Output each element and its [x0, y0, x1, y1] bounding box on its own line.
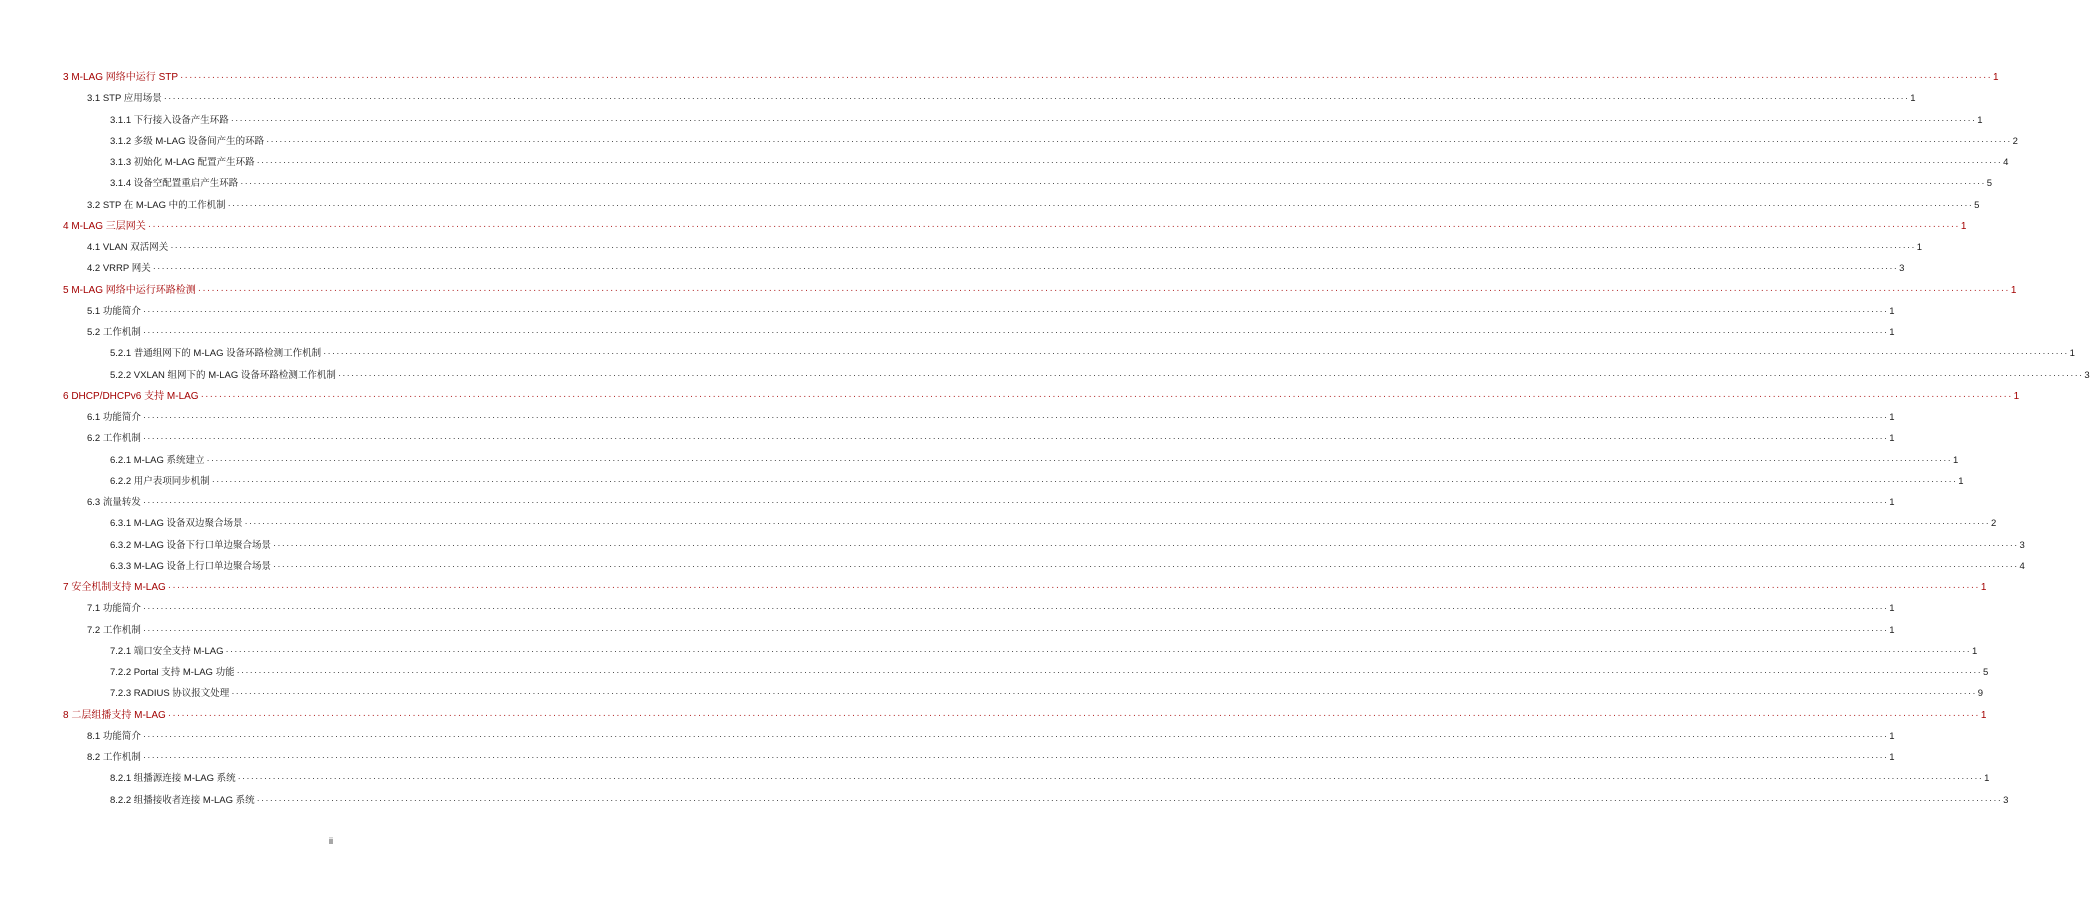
toc-entry[interactable]: [63, 284, 2017, 298]
toc-leader-dots: ················································································································································································································································································································································································································: [244, 518, 1990, 530]
toc-leader-dots: ················································································································································································································································································································································································································: [227, 199, 1974, 211]
toc-entry-title: 8.2 工作机制: [87, 752, 141, 763]
toc-entry[interactable]: [110, 666, 1989, 680]
toc-entry-page: 1: [1958, 475, 1964, 487]
toc-entry-title: 6.3.3 M-LAG 设备上行口单边聚合场景: [110, 560, 271, 572]
toc-entry-title: 5.2 工作机制: [87, 327, 141, 338]
toc-entry-page: 1: [1952, 454, 1959, 466]
toc-entry-page: 3: [1899, 263, 1905, 275]
toc-entry[interactable]: [63, 220, 1967, 234]
toc-leader-dots: ················································································································································································································································································································································································································: [142, 497, 1889, 508]
toc-leader-dots: ················································································································································································································································································································································································································: [273, 560, 2019, 572]
toc-entry-title: 5 M-LAG 网络中运行环路检测: [63, 284, 196, 296]
toc-entry-title: 6.2.2 用户表项同步机制: [110, 475, 210, 487]
toc-leader-dots: ················································································································································································································································································································································································································: [142, 624, 1889, 636]
toc-entry-page: 2: [1990, 518, 1997, 530]
toc-leader-dots: ················································································································································································································································································································································································································: [142, 730, 1889, 742]
toc-entry-page: 1: [1889, 730, 1895, 742]
toc-entry-title: 4 M-LAG 三层网关: [63, 220, 146, 232]
toc-entry[interactable]: [110, 475, 1964, 489]
toc-entry-title: 6.3.1 M-LAG 设备双边聚合场景: [110, 518, 243, 530]
toc-entry-page: 5: [1974, 199, 1980, 211]
toc-entry[interactable]: [110, 114, 1983, 128]
toc-entry[interactable]: [63, 709, 1987, 723]
toc-entry[interactable]: [87, 730, 1895, 744]
toc-entry[interactable]: [110, 135, 2018, 149]
toc-entry-page: 9: [1977, 688, 1984, 700]
toc-entry-page: 5: [1983, 667, 1989, 678]
toc-entry-title: 7 安全机制支持 M-LAG: [63, 582, 166, 593]
toc-entry-page: 1: [1889, 412, 1895, 423]
toc-entry-page: 1: [1889, 305, 1895, 317]
toc-entry[interactable]: [87, 92, 1916, 106]
toc-leader-dots: ················································································································································································································································································································································································································: [206, 454, 1952, 466]
toc-entry-page: 1: [2013, 390, 2020, 402]
toc-entry-page: 1: [1889, 433, 1895, 445]
toc-entry[interactable]: [110, 454, 1959, 468]
page-number: ii: [329, 836, 333, 846]
toc-entry[interactable]: [87, 624, 1895, 638]
toc-entry-title: 8.2.1 组播源连接 M-LAG 系统: [110, 773, 236, 785]
toc-leader-dots: ················································································································································································································································································································································································································: [167, 709, 1980, 721]
toc-leader-dots: ················································································································································································································································································································································································································: [225, 645, 1971, 657]
toc-leader-dots: ················································································································································································································································································································································································································: [256, 794, 2003, 806]
toc-entry-title: 6 DHCP/DHCPv6 支持 M-LAG: [63, 390, 199, 402]
toc-entry-page: 2: [2012, 135, 2018, 147]
toc-entry-title: 6.1 功能简介: [87, 412, 141, 423]
toc-entry[interactable]: [87, 496, 1895, 510]
toc-leader-dots: ················································································································································································································································································································································································································: [237, 773, 1984, 785]
toc-entry-page: 1: [1889, 624, 1895, 636]
toc-entry[interactable]: [110, 517, 1997, 531]
toc-entry-title: 8 二层组播支持 M-LAG: [63, 709, 166, 721]
toc-entry-page: 1: [1889, 603, 1895, 615]
toc-entry-page: 1: [1960, 220, 1967, 232]
toc-entry-page: 4: [2003, 157, 2009, 168]
toc-entry-title: 3.1.3 初始化 M-LAG 配置产生环路: [110, 157, 255, 168]
toc-entry-title: 7.2.1 端口安全支持 M-LAG: [110, 645, 224, 657]
toc-leader-dots: ················································································································································································································································································································································································································: [256, 157, 2003, 168]
toc-entry[interactable]: [110, 177, 1993, 191]
toc-leader-dots: ················································································································································································································································································································································································································: [142, 305, 1889, 317]
toc-entry-title: 6.2.1 M-LAG 系统建立: [110, 454, 205, 466]
toc-leader-dots: ················································································································································································································································································································································································································: [240, 178, 1986, 190]
toc-entry[interactable]: [110, 645, 1978, 659]
toc-entry-title: 7.1 功能简介: [87, 603, 141, 615]
toc-entry[interactable]: [87, 262, 1905, 276]
toc-entry-page: 1: [1980, 582, 1987, 593]
toc-entry[interactable]: [87, 411, 1895, 425]
toc-leader-dots: ················································································································································································································································································································································································································: [266, 135, 2012, 147]
toc-entry-page: 1: [1889, 497, 1895, 508]
toc-entry-page: 1: [2069, 348, 2075, 360]
toc-leader-dots: ················································································································································································································································································································································································································: [323, 348, 2069, 360]
toc-entry[interactable]: [110, 794, 2009, 808]
toc-entry[interactable]: [63, 71, 1999, 85]
toc-leader-dots: ················································································································································································································································································································································································································: [142, 433, 1889, 445]
toc-leader-dots: ················································································································································································································································································································································································································: [167, 582, 1980, 593]
toc-entry-title: 3.1.2 多级 M-LAG 设备间产生的环路: [110, 135, 265, 147]
toc-entry[interactable]: [110, 369, 2090, 383]
toc-entry[interactable]: [110, 687, 1984, 701]
toc-entry-title: 7.2.2 Portal 支持 M-LAG 功能: [110, 667, 235, 678]
toc-entry-title: 8.2.2 组播接收者连接 M-LAG 系统: [110, 794, 255, 806]
toc-leader-dots: ················································································································································································································································································································································································································: [197, 284, 2010, 296]
toc-entry-title: 6.3.2 M-LAG 设备下行口单边聚合场景: [110, 539, 271, 551]
toc-leader-dots: ················································································································································································································································································································································································································: [180, 72, 1993, 83]
toc-entry[interactable]: [87, 602, 1895, 616]
toc-entry-page: 1: [1980, 709, 1987, 721]
toc-leader-dots: ················································································································································································································································································································································································································: [200, 390, 2013, 402]
toc-entry-page: 1: [1916, 242, 1923, 253]
toc-entry[interactable]: [110, 539, 2025, 553]
toc-entry[interactable]: [87, 326, 1895, 340]
toc-entry-title: 6.2 工作机制: [87, 433, 141, 445]
toc-entry-title: 5.2.2 VXLAN 组网下的 M-LAG 设备环路检测工作机制: [110, 369, 336, 381]
toc-entry-page: 1: [1984, 773, 1990, 785]
toc-leader-dots: ················································································································································································································································································································································································································: [230, 114, 1977, 126]
toc-entry-title: 3.2 STP 在 M-LAG 中的工作机制: [87, 199, 226, 211]
toc-leader-dots: ················································································································································································································································································································································································································: [273, 539, 2019, 551]
toc-leader-dots: ················································································································································································································································································································································································································: [152, 263, 1899, 275]
toc-entry[interactable]: [110, 560, 2025, 574]
toc-entry[interactable]: [87, 305, 1895, 319]
toc-entry-page: 1: [1971, 645, 1978, 657]
toc-entry[interactable]: [63, 581, 1987, 595]
toc-entry-page: 1: [1889, 752, 1895, 763]
toc-entry[interactable]: [63, 390, 2020, 404]
toc-entry-title: 5.1 功能简介: [87, 305, 141, 317]
toc-leader-dots: ················································································································································································································································································································································································································: [142, 327, 1889, 338]
toc-leader-dots: ················································································································································································································································································································································································································: [236, 667, 1983, 678]
toc-entry[interactable]: [87, 432, 1895, 446]
toc-entry-title: 3 M-LAG 网络中运行 STP: [63, 72, 179, 83]
toc-entry[interactable]: [87, 241, 1923, 255]
toc-entry-title: 7.2.3 RADIUS 协议报文处理: [110, 688, 230, 700]
toc-entry-page: 1: [1889, 327, 1895, 338]
toc-entry[interactable]: [110, 347, 2075, 361]
toc-entry[interactable]: [110, 156, 2009, 170]
toc-leader-dots: ················································································································································································································································································································································································································: [211, 475, 1958, 487]
toc-entry-title: 4.1 VLAN 双活网关: [87, 242, 169, 253]
toc-entry[interactable]: [87, 751, 1895, 765]
toc-entry-title: 3.1 STP 应用场景: [87, 93, 162, 105]
toc-entry-page: 4: [2019, 560, 2025, 572]
toc-entry-title: 3.1.1 下行接入设备产生环路: [110, 114, 229, 126]
toc-leader-dots: ················································································································································································································································································································································································································: [170, 242, 1916, 253]
toc-entry-title: 7.2 工作机制: [87, 624, 141, 636]
toc-entry-page: 1: [1977, 114, 1983, 126]
toc-leader-dots: ················································································································································································································································································································································································································: [337, 369, 2084, 381]
toc-entry-page: 3: [2084, 369, 2090, 381]
toc-entry-title: 8.1 功能简介: [87, 730, 141, 742]
toc-entry-page: 1: [1993, 72, 1999, 83]
toc-entry[interactable]: [110, 772, 1990, 786]
toc-entry-title: 6.3 流量转发: [87, 497, 141, 508]
toc-entry-title: 5.2.1 普通组网下的 M-LAG 设备环路检测工作机制: [110, 348, 322, 360]
toc-leader-dots: ················································································································································································································································································································································································································: [163, 93, 1910, 105]
toc-leader-dots: ················································································································································································································································································································································································································: [142, 752, 1889, 763]
toc-entry[interactable]: [87, 199, 1980, 213]
toc-entry-page: 5: [1986, 178, 1993, 190]
toc-leader-dots: ················································································································································································································································································································································································································: [142, 412, 1889, 423]
toc-leader-dots: ················································································································································································································································································································································································································: [231, 688, 1977, 700]
toc-entry-page: 1: [1910, 93, 1916, 105]
toc-entry-page: 1: [2010, 284, 2017, 296]
toc-leader-dots: ················································································································································································································································································································································································································: [142, 603, 1889, 615]
toc-entry-title: 4.2 VRRP 网关: [87, 263, 151, 275]
toc-leader-dots: ················································································································································································································································································································································································································: [147, 220, 1960, 232]
toc-entry-page: 3: [2019, 539, 2025, 551]
toc-entry-page: 3: [2003, 794, 2009, 806]
toc-entry-title: 3.1.4 设备空配置重启产生环路: [110, 178, 239, 190]
